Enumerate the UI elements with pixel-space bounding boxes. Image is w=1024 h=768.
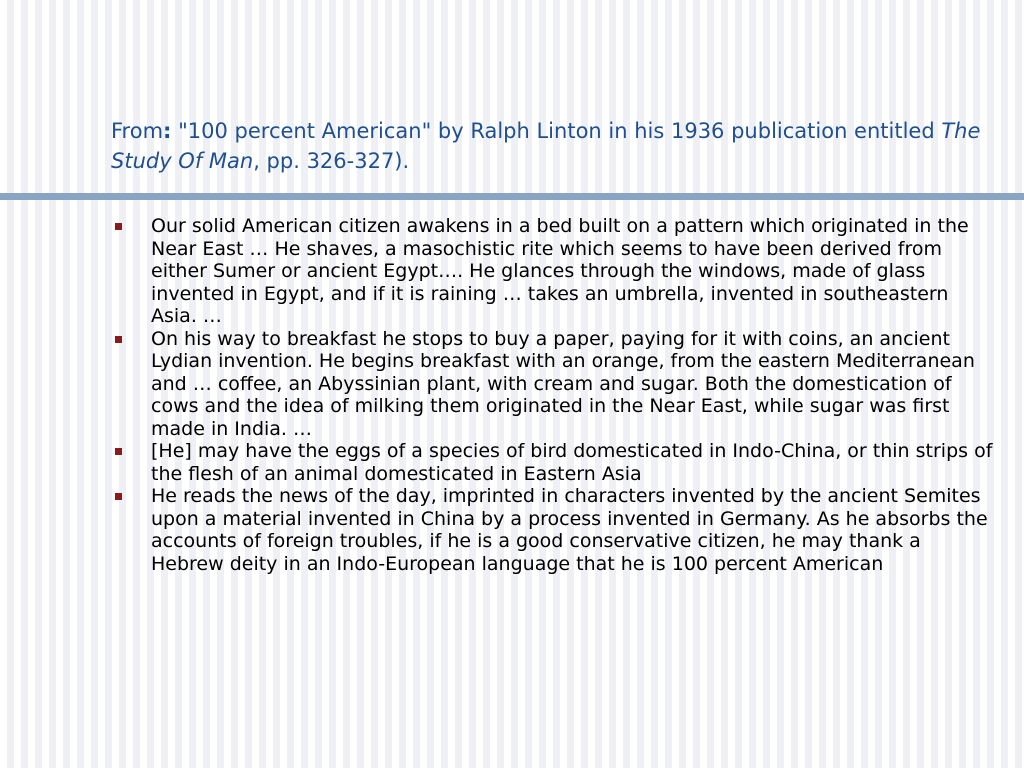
square-bullet-icon bbox=[115, 336, 122, 343]
title-suffix: , pp. 326-327). bbox=[253, 149, 410, 173]
slide-title bbox=[111, 116, 991, 176]
bullet-text: Our solid American citizen awakens in a bed built on a pattern which originated in the Near East … He shaves, a masochistic rite which seems to have been derived from either Sumer or ancient Egypt…. He glances through the windows, made of glass invented in Egypt, and if it is raining … takes an umbrella, invented in southeastern Asia. … bbox=[151, 215, 969, 327]
title-text: "100 percent American" by Ralph Linton in his 1936 publication entitled bbox=[171, 119, 942, 143]
bullet-text: On his way to breakfast he stops to buy a paper, paying for it with coins, an ancient Lydian invention. He begins breakfast with an orange, from the eastern Mediterranean and … coffee, an Abyssinian plant, with cream and sugar. Both the domestication of cows and the idea of milking them originated in the Near East, while sugar was first made in India. … bbox=[151, 327, 975, 440]
title-book: The Study Of Man bbox=[111, 119, 981, 173]
bullet-text: He reads the news of the day, imprinted in characters invented by the ancient Semites upon a material invented in China by a process invented in Germany. As he absorbs the accounts of foreign troubles, if he is a good conservative citizen, he may thank a Hebrew deity in an Indo-European language that he is 100 percent American bbox=[151, 485, 988, 575]
square-bullet-icon bbox=[115, 448, 122, 455]
bullet-item bbox=[0, 215, 1024, 328]
bullet-text: [He] may have the eggs of a species of bird domesticated in Indo-China, or thin strips of the flesh of an animal domesticated in Eastern Asia bbox=[151, 440, 993, 485]
bullet-item bbox=[0, 440, 1024, 485]
bullet-item bbox=[0, 328, 1024, 441]
title-prefix: From bbox=[111, 119, 164, 143]
bullet-item bbox=[0, 485, 1024, 575]
title-divider bbox=[0, 193, 1024, 200]
bullet-list bbox=[0, 215, 1024, 575]
square-bullet-icon bbox=[115, 223, 122, 230]
title-colon: : bbox=[163, 119, 172, 143]
square-bullet-icon bbox=[115, 493, 122, 500]
